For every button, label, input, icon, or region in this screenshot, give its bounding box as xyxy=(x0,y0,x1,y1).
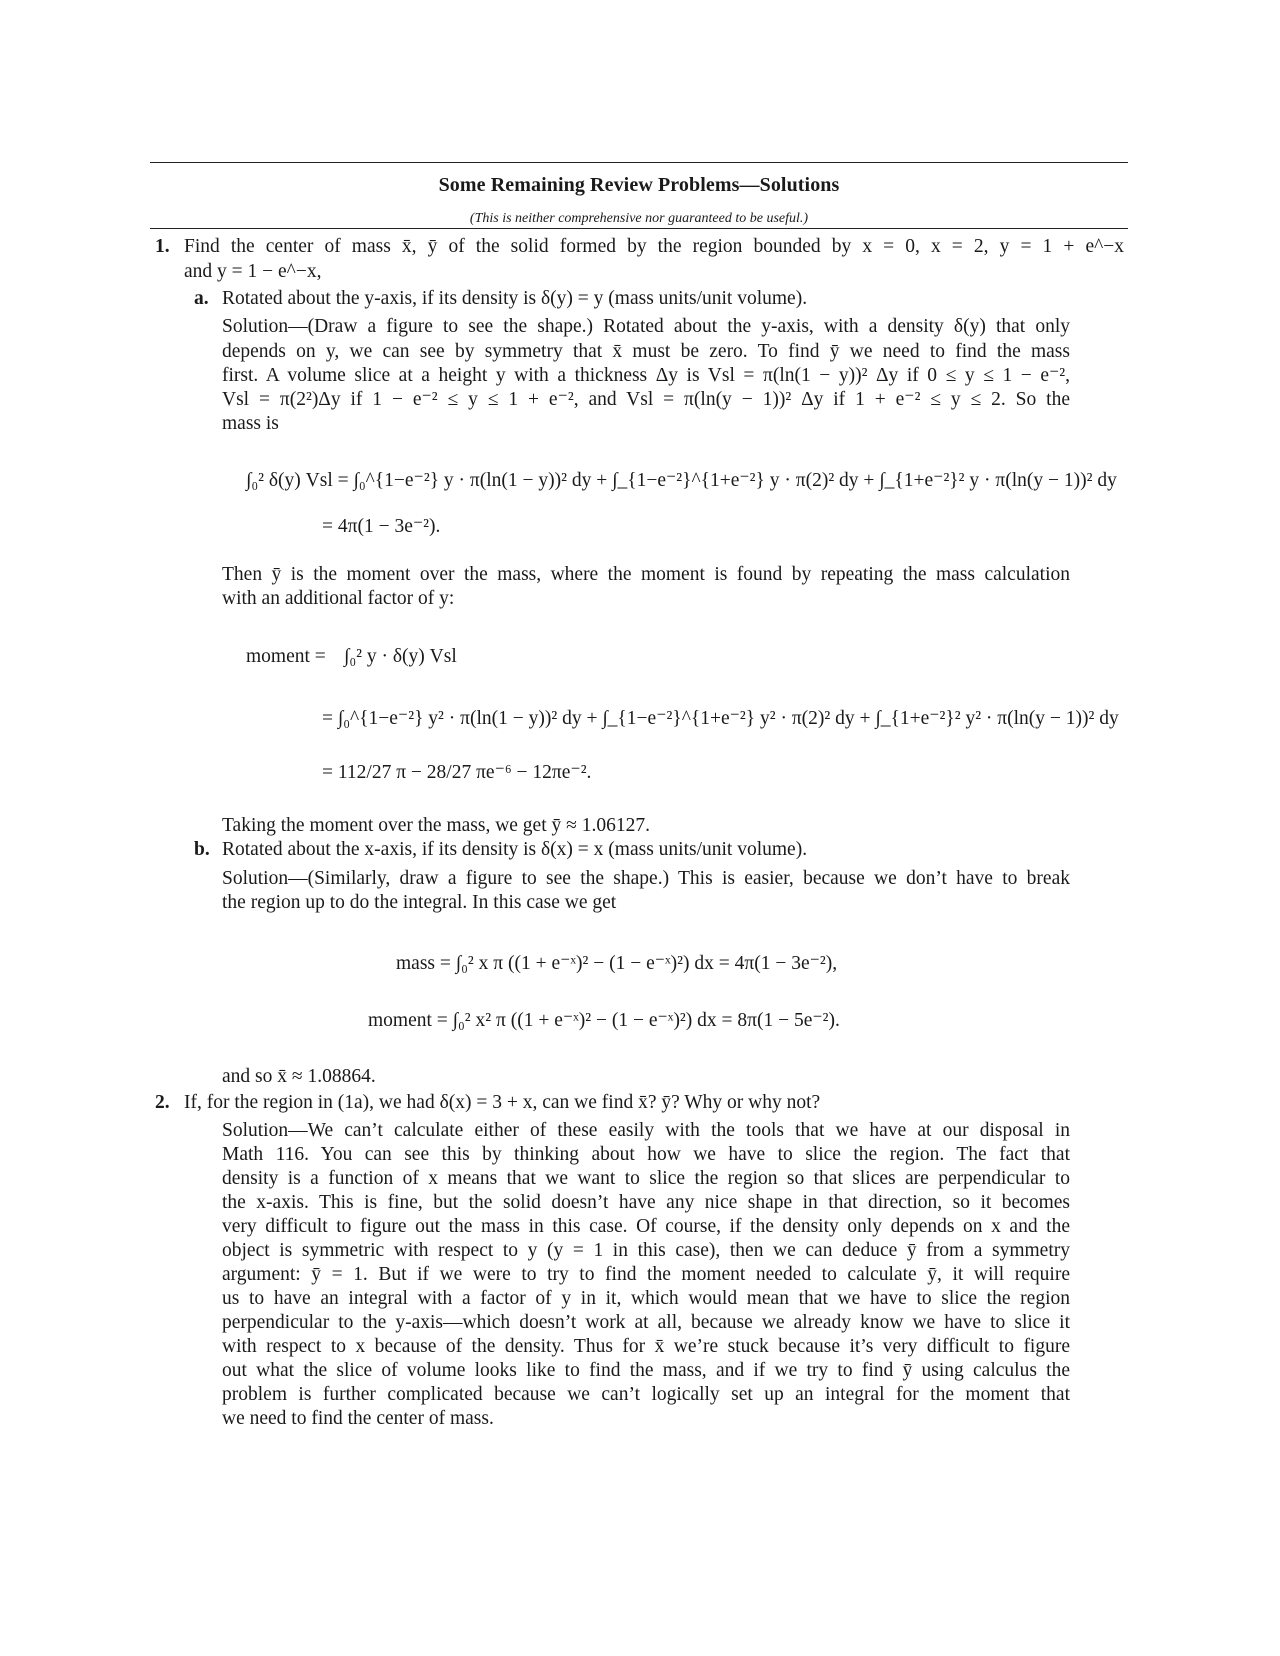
moment-equation-line1: ∫₀² y · δ(y) Vsl xyxy=(344,646,457,667)
document-subtitle: (This is neither comprehensive nor guaranteed to be useful.) xyxy=(469,211,809,226)
problem-1a-solution-line: depends on y, we can see by symmetry that x̄ must be zero. To find ȳ we need to find the mass xyxy=(222,341,1070,362)
mass-equation-line1: ∫₀² δ(y) Vsl = ∫₀^{1−e⁻²} y · π(ln(1 − y))² dy + ∫_{1−e⁻²}^{1+e⁻²} y · π(2)² dy + ∫_{1+e⁻²}² y · π(ln(y − 1))² dy xyxy=(246,470,1117,491)
problem-2-solution-line: Solution—We can’t calculate either of these easily with the tools that we have at our disposal in xyxy=(222,1120,1070,1141)
problem-1a-solution-line: mass is xyxy=(222,413,279,434)
problem-2-solution-line: argument: ȳ = 1. But if we were to try to find the moment needed to calculate ȳ, it will require xyxy=(222,1264,1070,1285)
moment-x-axis-equation: moment = ∫₀² x² π ((1 + e⁻ˣ)² − (1 − e⁻ˣ)²) dx = 8π(1 − 5e⁻²). xyxy=(368,1010,840,1031)
problem-1a-statement: Rotated about the y-axis, if its density is δ(y) = y (mass units/unit volume). xyxy=(222,288,808,309)
problem-1-statement-line2: and y = 1 − e^−x, xyxy=(184,261,322,282)
problem-1b-solution-line2: the region up to do the integral. In this case we get xyxy=(222,892,617,913)
moment-equation-line2: = ∫₀^{1−e⁻²} y² · π(ln(1 − y))² dy + ∫_{1−e⁻²}^{1+e⁻²} y² · π(2)² dy + ∫_{1+e⁻²}² y² · π(ln(y − 1))² dy xyxy=(322,708,1119,729)
problem-1a-solution-line: Vsl = π(2²)Δy if 1 − e⁻² ≤ y ≤ 1 + e⁻², and Vsl = π(ln(y − 1))² Δy if 1 + e⁻² ≤ y ≤ 2. So the xyxy=(222,389,1070,410)
problem-1b-statement: Rotated about the x-axis, if its density is δ(x) = x (mass units/unit volume). xyxy=(222,839,808,860)
moment-intro-line2: with an additional factor of y: xyxy=(222,588,455,609)
problem-1b-conclusion: and so x̄ ≈ 1.08864. xyxy=(222,1066,376,1087)
problem-1b-solution-line1: Solution—(Similarly, draw a figure to see the shape.) This is easier, because we don’t have to break xyxy=(222,868,1070,889)
problem-1a-solution-line: first. A volume slice at a height y with a thickness Δy is Vsl = π(ln(1 − y))² Δy if 0 ≤ y ≤ 1 − e⁻², xyxy=(222,365,1070,386)
problem-1-number: 1. xyxy=(155,236,170,257)
header-bottom-rule xyxy=(150,228,1128,229)
problem-2-solution-line: we need to find the center of mass. xyxy=(222,1408,494,1429)
problem-2-solution-line: object is symmetric with respect to y (y = 1 in this case), then we can deduce ȳ from a symmetry xyxy=(222,1240,1070,1261)
moment-equation-result: = 112/27 π − 28/27 πe⁻⁶ − 12πe⁻². xyxy=(322,762,592,783)
problem-1a-solution-line: Solution—(Draw a figure to see the shape.) Rotated about the y-axis, with a density δ(y) that only xyxy=(222,316,1070,337)
problem-1b-label: b. xyxy=(194,839,210,860)
problem-1a-conclusion: Taking the moment over the mass, we get ȳ ≈ 1.06127. xyxy=(222,815,650,836)
header-top-rule xyxy=(150,162,1128,163)
problem-2-solution-line: problem is further complicated because we can’t logically set up an integral for the moment that xyxy=(222,1384,1070,1405)
problem-2-solution-line: the x-axis. This is fine, but the solid doesn’t have any nice shape in that direction, so it becomes xyxy=(222,1192,1070,1213)
problem-2-solution-line: us to have an integral with a factor of y in it, which would mean that we have to slice the region xyxy=(222,1288,1070,1309)
problem-1a-label: a. xyxy=(194,288,209,309)
problem-2-solution-line: out what the slice of volume looks like to find the mass, and if we try to find ȳ using calculus the xyxy=(222,1360,1070,1381)
problem-1-statement-line1: Find the center of mass x̄, ȳ of the solid formed by the region bounded by x = 0, x = 2, y = 1 + e^−x xyxy=(184,236,1124,257)
problem-2-solution-line: with respect to x because of the density. Thus for x̄ we’re stuck because it’s very difficult to figure xyxy=(222,1336,1070,1357)
mass-x-axis-equation: mass = ∫₀² x π ((1 + e⁻ˣ)² − (1 − e⁻ˣ)²) dx = 4π(1 − 3e⁻²), xyxy=(396,953,838,974)
mass-equation-result: = 4π(1 − 3e⁻²). xyxy=(322,516,441,537)
problem-2-statement: If, for the region in (1a), we had δ(x) = 3 + x, can we find x̄? ȳ? Why or why not? xyxy=(184,1092,821,1113)
problem-2-solution-line: perpendicular to the y-axis—which doesn’t work at all, because we already know we have to slice it xyxy=(222,1312,1070,1333)
problem-2-number: 2. xyxy=(155,1092,170,1113)
document-title: Some Remaining Review Problems—Solutions xyxy=(438,174,840,196)
problem-2-solution-line: density is a function of x means that we want to slice the region so that slices are perpendicular to xyxy=(222,1168,1070,1189)
problem-2-solution-line: Math 116. You can see this by thinking about how we have to slice the region. The fact that xyxy=(222,1144,1070,1165)
moment-intro-line1: Then ȳ is the moment over the mass, where the moment is found by repeating the mass calculation xyxy=(222,564,1070,585)
problem-2-solution-line: very difficult to figure out the mass in this case. Of course, if the density only depends on x and the xyxy=(222,1216,1070,1237)
moment-label: moment = xyxy=(246,646,326,667)
